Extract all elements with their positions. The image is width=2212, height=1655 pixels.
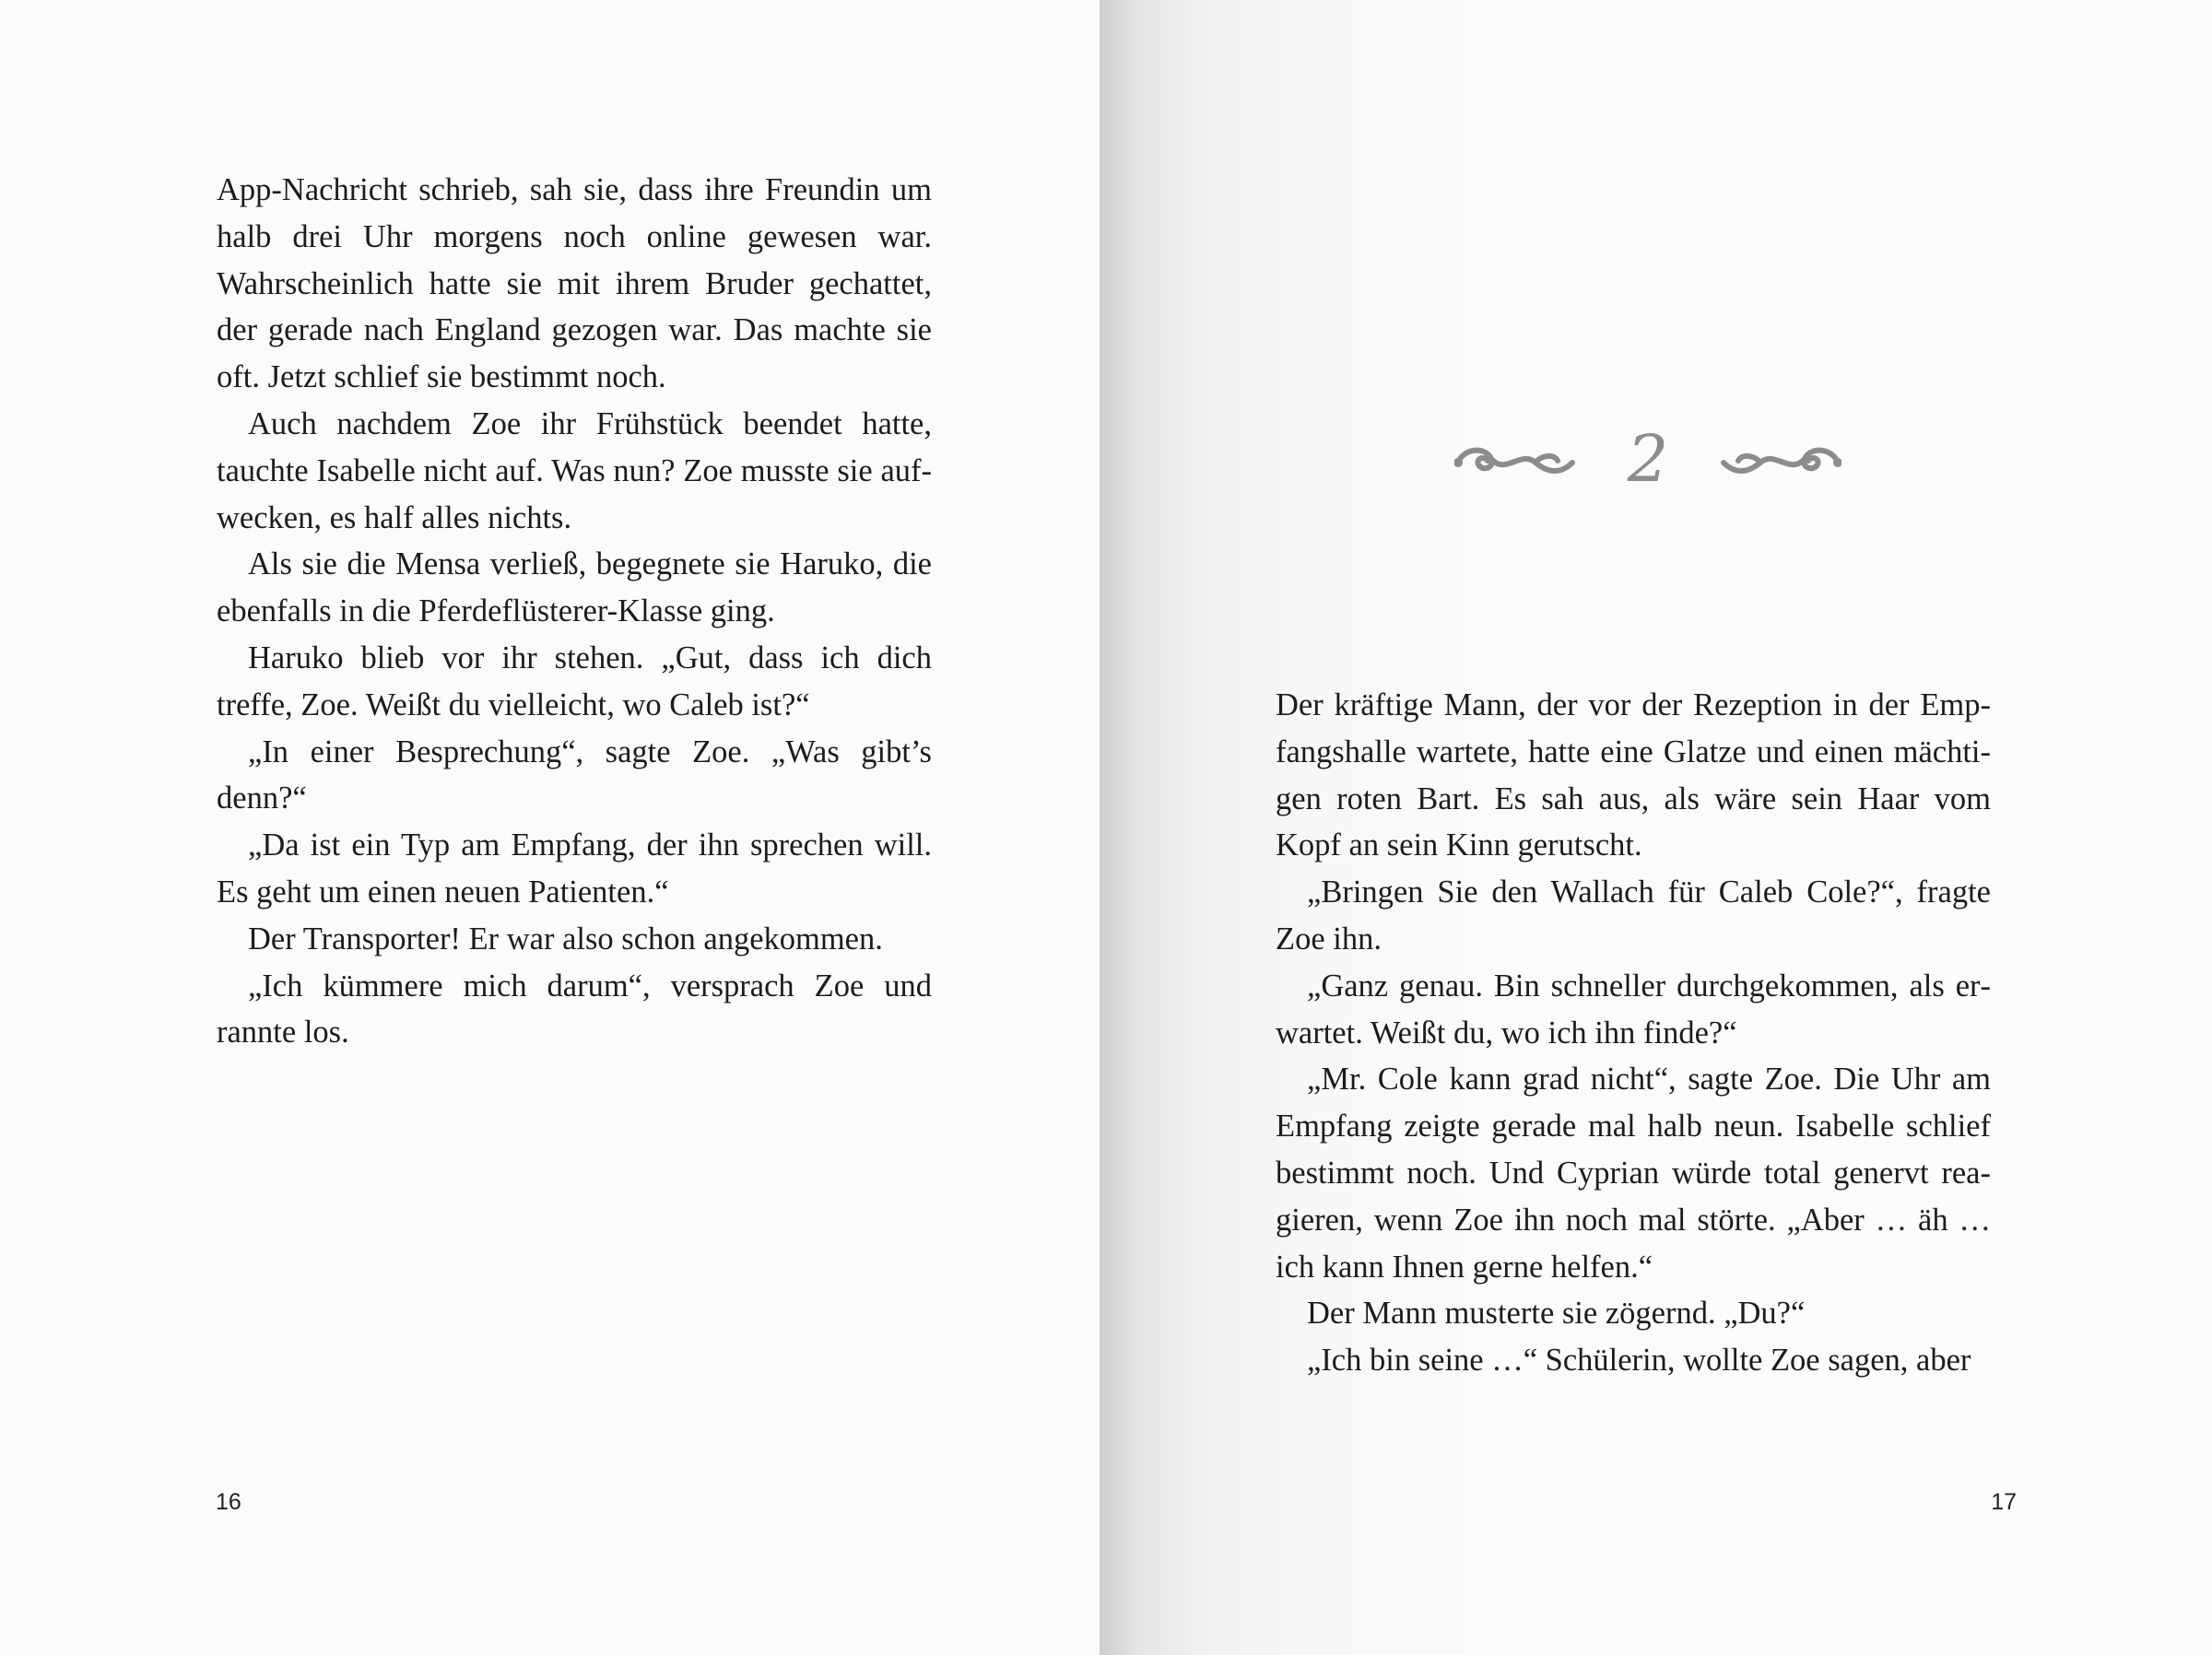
paragraph: Der Transporter! Er war also schon angekommen. <box>248 921 883 957</box>
page-number-right: 17 <box>1991 1489 2017 1515</box>
paragraph: Als sie die Mensa verließ, begegnete sie Haruko, die ebenfalls in die Pferdeflüsterer-Klasse ging. <box>217 546 932 629</box>
left-page <box>0 0 1100 1655</box>
paragraph: „Mr. Cole kann grad nicht“, sagte Zoe. Die Uhr am Empfang zeigte gerade mal halb neun. Isabelle schlief bestimmt noch. Und Cyprian würde total genervt reagieren, wenn Zoe ihn noch mal störte. „Aber … äh … ich kann Ihnen gerne helfen.“ <box>1276 1062 1991 1285</box>
page-number-left: 16 <box>216 1489 241 1515</box>
right-page <box>1100 0 2212 1655</box>
paragraph: Auch nachdem Zoe ihr Frühstück beendet hatte, tauchte Isabelle nicht auf. Was nun? Zoe musste sie aufwecken, es half alles nichts. <box>217 405 932 535</box>
paragraph: „Ganz genau. Bin schneller durchgekommen, als erwartet. Weißt du, wo ich ihn finde?“ <box>1276 968 1991 1051</box>
paragraph: „In einer Besprechung“, sagte Zoe. „Was gibt’s denn?“ <box>217 734 932 816</box>
chapter-heading <box>1454 415 1841 507</box>
paragraph: „Ich kümmere mich darum“, versprach Zoe und rannte los. <box>217 968 932 1051</box>
left-page-text <box>217 167 932 1056</box>
paragraph: „Ich bin seine …“ Schülerin, wollte Zoe sagen, aber <box>1307 1343 1971 1379</box>
paragraph: App-Nachricht schrieb, sah sie, dass ihre Freundin um halb drei Uhr morgens noch online gewesen war. Wahrscheinlich hatte sie mit ihrem Bruder gechattet, der gerade nach England gezogen war. Das machte sie oft. Jetzt schlief sie bestimmt noch. <box>217 172 932 395</box>
chapter-number: 2 <box>1627 421 1669 497</box>
paragraph: „Bringen Sie den Wallach für Caleb Cole?“, fragte Zoe ihn. <box>1276 874 1991 957</box>
flourish-right-icon <box>1720 435 1841 490</box>
paragraph: Der Mann musterte sie zögernd. „Du?“ <box>1307 1296 1806 1332</box>
paragraph: Der kräftige Mann, der vor der Rezeption in der Empfangshalle wartete, hatte eine Glatze und einen mächtigen roten Bart. Es sah aus, als wäre sein Haar vom Kopf an sein Kinn gerutscht. <box>1276 687 1991 863</box>
paragraph: Haruko blieb vor ihr stehen. „Gut, dass ich dich treffe, Zoe. Weißt du vielleicht, wo Caleb ist?“ <box>217 640 932 722</box>
right-page-text <box>1276 682 1991 1384</box>
paragraph: „Da ist ein Typ am Empfang, der ihn sprechen will. Es geht um einen neuen Patienten.“ <box>217 828 932 910</box>
